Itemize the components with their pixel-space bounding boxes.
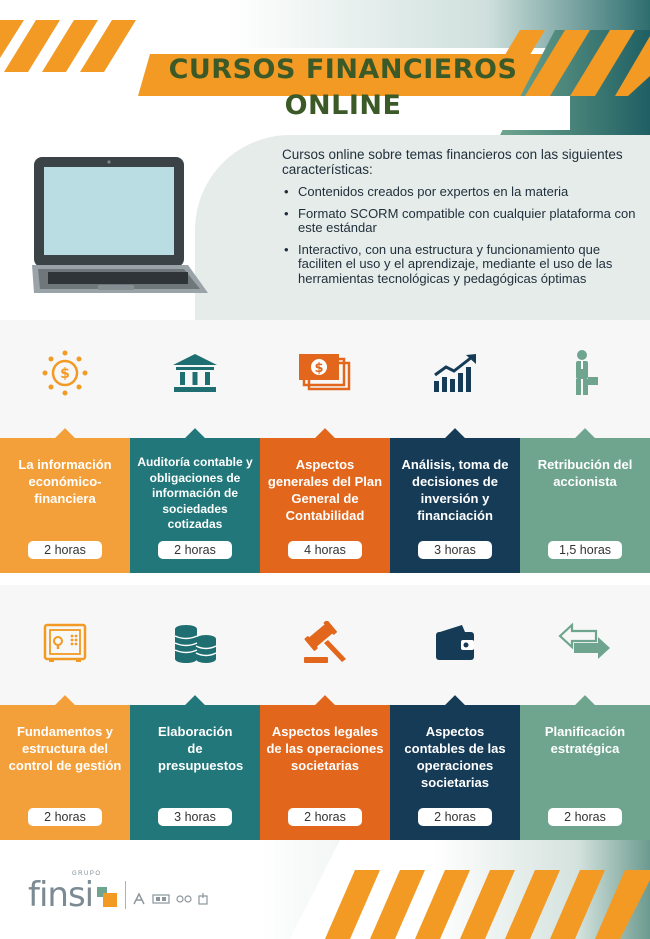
exchange-arrows-icon	[520, 618, 650, 668]
header-banner	[0, 0, 650, 135]
course-card[interactable]	[520, 438, 650, 573]
intro-text	[282, 147, 637, 293]
logo-separator	[125, 881, 126, 909]
course-title: Retribución del accionista	[537, 457, 633, 489]
growth-chart-icon	[390, 348, 520, 398]
businessman-icon	[520, 348, 650, 398]
course-hours: 2 horas	[28, 808, 102, 826]
bank-icon	[130, 348, 260, 398]
banknotes-icon	[260, 348, 390, 398]
course-hours: 2 horas	[548, 808, 622, 826]
course-hours: 2 horas	[288, 808, 362, 826]
course-card[interactable]	[390, 438, 520, 573]
finsi-logo[interactable]	[28, 871, 208, 915]
svg-text:$: $	[60, 366, 70, 382]
intro-bullet: • Interactivo, con una estructura y funcionamiento que faciliten el uso y el aprendizaje, mediante el uso de las herramientas tecnológicas y pedagógicas óptimas	[282, 243, 637, 287]
safe-icon	[0, 618, 130, 668]
intro-section	[0, 135, 650, 320]
course-card[interactable]	[0, 705, 130, 840]
coin-stacks-icon	[130, 618, 260, 668]
icons-row-1	[0, 348, 650, 398]
wallet-icon	[390, 618, 520, 668]
course-hours: 2 horas	[28, 541, 102, 559]
partner-logo-2-icon	[152, 893, 170, 905]
course-hours: 4 horas	[288, 541, 362, 559]
course-title: Análisis, toma de decisiones de inversión y financiación	[401, 457, 509, 523]
courses-row-2	[0, 705, 650, 840]
course-hours: 3 horas	[158, 808, 232, 826]
course-title: Aspectos generales del Plan General de Contabilidad	[267, 457, 383, 523]
course-card[interactable]	[130, 438, 260, 573]
partner-logo-3-icon	[176, 893, 192, 905]
course-card[interactable]	[260, 705, 390, 840]
logo-subtitle: GRUPO	[72, 871, 102, 877]
partner-logos	[132, 892, 208, 906]
course-title: Planificación estratégica	[544, 724, 626, 756]
intro-lead: Cursos online sobre temas financieros con las siguientes características:	[282, 147, 623, 177]
logo-squares-icon	[95, 887, 119, 909]
title-line-1: CURSOS FINANCIEROS	[168, 54, 518, 85]
course-title: Aspectos contables de las operaciones societarias	[404, 724, 506, 790]
page-title	[158, 52, 528, 130]
course-hours: 1,5 horas	[548, 541, 622, 559]
intro-bullets	[282, 185, 637, 286]
partner-logo-1-icon	[132, 892, 146, 906]
intro-bullet: • Formato SCORM compatible con cualquier plataforma con este estándar	[282, 207, 637, 236]
course-title: Auditoría contable y obligaciones de información de sociedades cotizadas	[137, 455, 253, 531]
course-hours: 2 horas	[158, 541, 232, 559]
laptop-icon	[28, 155, 213, 300]
course-title: Elaboración de presupuestos	[158, 724, 244, 773]
course-hours: 2 horas	[418, 808, 492, 826]
course-card[interactable]	[390, 705, 520, 840]
courses-row-1	[0, 438, 650, 573]
course-card[interactable]	[520, 705, 650, 840]
course-card[interactable]	[130, 705, 260, 840]
course-hours: 3 horas	[418, 541, 492, 559]
course-card[interactable]	[0, 438, 130, 573]
course-card[interactable]	[260, 438, 390, 573]
course-title: Fundamentos y estructura del control de gestión	[8, 724, 122, 773]
title-line-2: ONLINE	[284, 90, 402, 121]
svg-text:$: $	[314, 361, 324, 376]
course-title: La información económico-financiera	[18, 457, 112, 506]
footer	[0, 840, 650, 939]
course-title: Aspectos legales de las operaciones societarias	[266, 724, 384, 773]
money-circle-icon	[0, 348, 130, 398]
intro-bullet: • Contenidos creados por expertos en la materia	[282, 185, 637, 200]
gavel-icon	[260, 618, 390, 668]
partner-logo-4-icon	[198, 893, 208, 905]
logo-wordmark: finsi	[28, 875, 94, 915]
icons-row-2	[0, 618, 650, 668]
